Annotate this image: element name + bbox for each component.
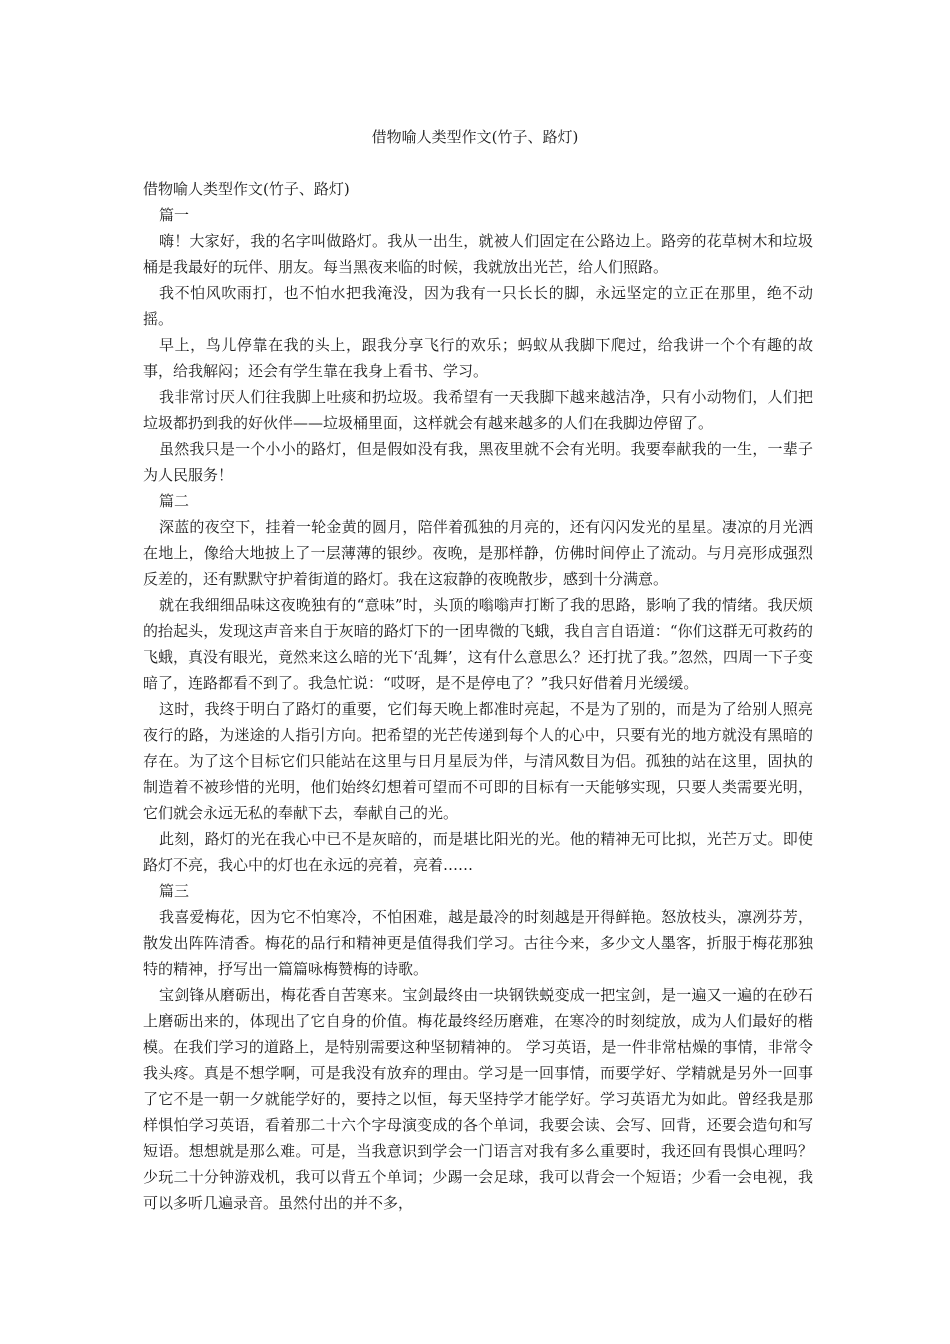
section-heading: 篇二 xyxy=(159,492,190,510)
paragraph: 嗨！大家好，我的名字叫做路灯。我从一出生，就被人们固定在公路边上。路旁的花草树木和垃圾桶是我最好的玩伴、朋友。每当黑夜来临的时候，我就放出光芒，给人们照路。 xyxy=(143,232,813,276)
paragraph: 我喜爱梅花，因为它不怕寒冷，不怕困难，越是最冷的时刻越是开得鲜艳。怒放枝头，凛冽芬芳，散发出阵阵清香。梅花的品行和精神更是值得我们学习。古往今来，多少文人墨客，折服于梅花那独特的精神，抒写出一篇篇咏梅赞梅的诗歌。 xyxy=(143,908,813,978)
paragraph: 我不怕风吹雨打，也不怕水把我淹没，因为我有一只长长的脚，永远坚定的立正在那里，绝不动摇。 xyxy=(143,284,813,328)
paragraph: 宝剑锋从磨砺出，梅花香自苦寒来。宝剑最终由一块钢铁蜕变成一把宝剑，是一遍又一遍的在砂石上磨砺出来的，体现出了它自身的价值。梅花最终经历磨难，在寒冷的时刻绽放，成为人们最好的楷模。在我们学习的道路上，是特别需要这种坚韧精神的。 学习英语，是一件非常枯燥的事情，非常令我头疼。真是不想学啊，可是我没有放弃的理由。学习是一回事情，而要学好、学精就是另外一回事了它不是一朝一夕就能学好的，要持之以恒，每天坚持学才能学好。学习英语尤为如此。曾经我是那样惧怕学习英语，看着那二十六个字母演变成的各个单词，我要会读、会写、回背，还要会造句和写短语。想想就是那么难。可是，当我意识到学会一门语言对我有多么重要时，我还回有畏惧心理吗？少玩二十分钟游戏机，我可以背五个单词；少踢一会足球，我可以背会一个短语；少看一会电视，我可以多听几遍录音。虽然付出的并不多， xyxy=(143,986,813,1212)
document-subtitle: 借物喻人类型作文(竹子、路灯) xyxy=(143,180,350,198)
paragraph: 我非常讨厌人们往我脚上吐痰和扔垃圾。我希望有一天我脚下越来越洁净，只有小动物们，人们把垃圾都扔到我的好伙伴——垃圾桶里面，这样就会有越来越多的人们在我脚边停留了。 xyxy=(143,388,813,432)
section-heading: 篇三 xyxy=(159,882,190,900)
paragraph: 这时，我终于明白了路灯的重要，它们每天晚上都准时亮起，不是为了别的，而是为了给别人照亮夜行的路，为迷途的人指引方向。把希望的光芒传递到每个人的心中，只要有光的地方就没有黑暗的存在。为了这个目标它们只能站在这里与日月星辰为伴，与清风数目为侣。孤独的站在这里，固执的制造着不被珍惜的光明，他们始终幻想着可望而不可即的目标有一天能够实现，只要人类需要光明，它们就会永远无私的奉献下去，奉献自己的光。 xyxy=(143,700,813,822)
paragraph: 虽然我只是一个小小的路灯，但是假如没有我，黑夜里就不会有光明。我要奉献我的一生，一辈子为人民服务！ xyxy=(143,440,813,484)
paragraph: 就在我细细品味这夜晚独有的“意味”时，头顶的嗡嗡声打断了我的思路，影响了我的情绪。我厌烦的抬起头，发现这声音来自于灰暗的路灯下的一团卑微的飞蛾，我自言自语道：“你们这群无可救药的飞蛾，真没有眼光，竟然来这么暗的光下‘乱舞’，这有什么意思么？还打扰了我。”忽然，四周一下子变暗了，连路都看不到了。我急忙说：“哎呀，是不是停电了？”我只好借着月光缓缓。 xyxy=(143,596,813,692)
paragraph: 深蓝的夜空下，挂着一轮金黄的圆月，陪伴着孤独的月亮的，还有闪闪发光的星星。凄凉的月光洒在地上，像给大地披上了一层薄薄的银纱。夜晚，是那样静，仿佛时间停止了流动。与月亮形成强烈反差的，还有默默守护着街道的路灯。我在这寂静的夜晚散步，感到十分满意。 xyxy=(143,518,813,588)
paragraph: 此刻，路灯的光在我心中已不是灰暗的，而是堪比阳光的光。他的精神无可比拟，光芒万丈。即使路灯不亮，我心中的灯也在永远的亮着，亮着…… xyxy=(143,830,813,874)
document-title: 借物喻人类型作文(竹子、路灯) xyxy=(371,128,579,146)
section-heading: 篇一 xyxy=(159,206,190,224)
document-body xyxy=(143,176,813,1216)
paragraph: 早上，鸟儿停靠在我的头上，跟我分享飞行的欢乐；蚂蚁从我脚下爬过，给我讲一个个有趣的故事，给我解闷；还会有学生靠在我身上看书、学习。 xyxy=(143,336,813,380)
